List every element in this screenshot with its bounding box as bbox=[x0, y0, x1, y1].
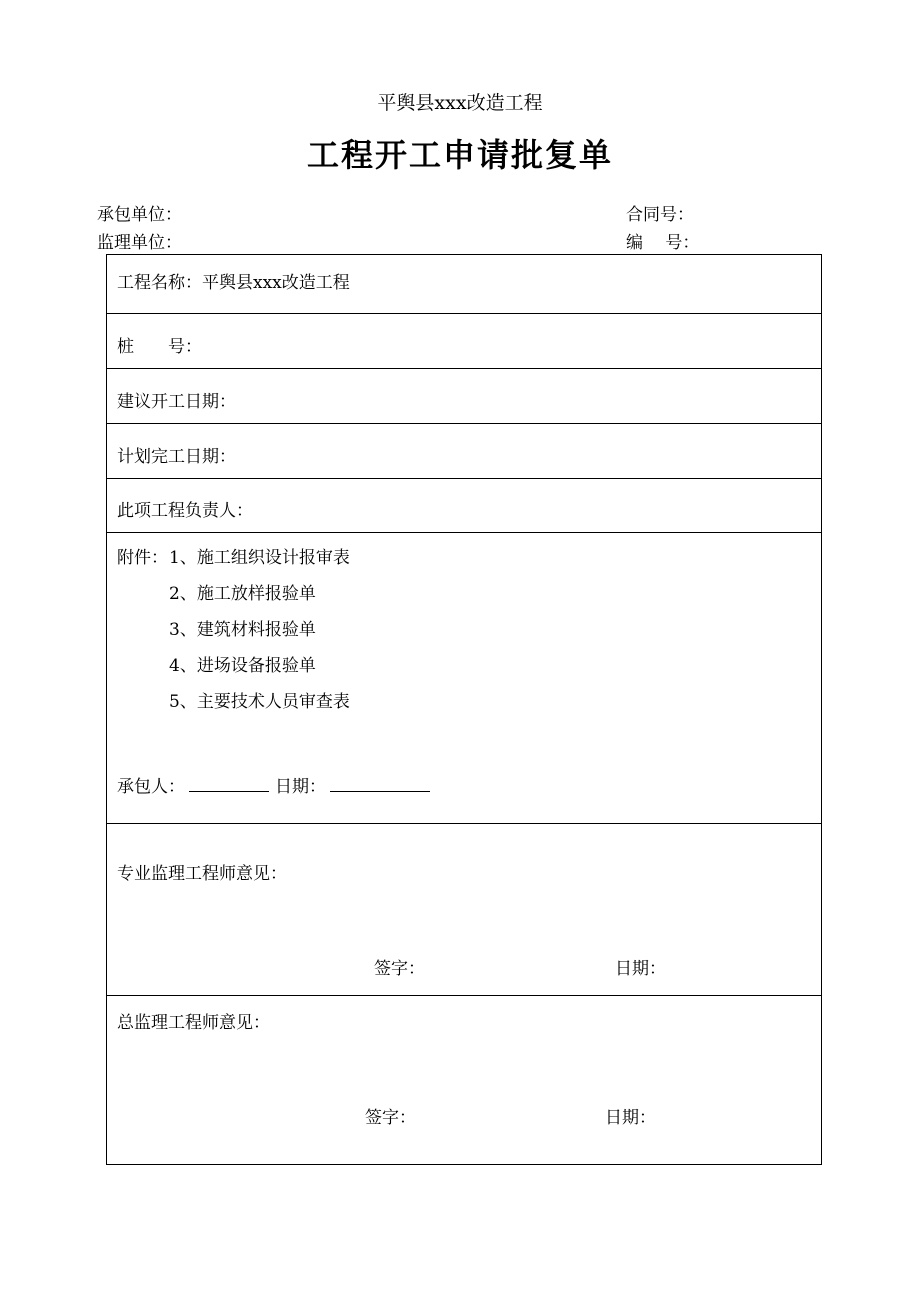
attachment-item: 4、进场设备报验单 bbox=[169, 656, 316, 676]
specialist-sign-label: 签字： bbox=[374, 959, 425, 979]
contractor-label: 承包人： bbox=[117, 777, 185, 797]
chief-sign-label: 签字： bbox=[365, 1108, 416, 1128]
contract-no-label: 合同号： bbox=[626, 205, 694, 225]
row-project-name bbox=[107, 255, 821, 314]
specialist-date-label: 日期： bbox=[615, 959, 666, 979]
row-attachments bbox=[107, 533, 821, 824]
contractor-date-blank bbox=[330, 775, 430, 792]
chief-date-label: 日期： bbox=[605, 1108, 656, 1128]
document-subtitle: 平舆县xxx改造工程 bbox=[377, 92, 543, 114]
contractor-blank bbox=[189, 775, 269, 792]
row-person-in-charge bbox=[107, 479, 821, 533]
attachments-prefix: 附件： bbox=[117, 548, 168, 568]
row-proposed-start bbox=[107, 369, 821, 424]
contractor-sign-line bbox=[117, 772, 436, 797]
chief-opinion-label: 总监理工程师意见： bbox=[117, 1013, 270, 1033]
serial-no-label: 编 号： bbox=[626, 233, 700, 253]
approval-form-table bbox=[106, 254, 822, 1165]
proposed-start-label: 建议开工日期： bbox=[117, 392, 236, 412]
project-name-text: 工程名称：平舆县xxx改造工程 bbox=[117, 273, 350, 293]
contractor-unit-label: 承包单位： bbox=[97, 205, 182, 225]
row-planned-finish bbox=[107, 424, 821, 479]
supervision-unit-label: 监理单位： bbox=[97, 233, 182, 253]
row-chief-opinion bbox=[107, 996, 821, 1166]
person-in-charge-label: 此项工程负责人： bbox=[117, 501, 253, 521]
attachment-item: 1、施工组织设计报审表 bbox=[169, 548, 350, 568]
contractor-date-label: 日期： bbox=[275, 777, 326, 797]
specialist-opinion-label: 专业监理工程师意见： bbox=[117, 864, 287, 884]
pile-no-label: 桩 号： bbox=[117, 337, 202, 357]
attachment-item: 3、建筑材料报验单 bbox=[169, 620, 316, 640]
document-title: 工程开工申请批复单 bbox=[306, 136, 613, 174]
row-specialist-opinion bbox=[107, 824, 821, 996]
attachment-item: 2、施工放样报验单 bbox=[169, 584, 316, 604]
row-pile-no bbox=[107, 314, 821, 369]
planned-finish-label: 计划完工日期： bbox=[117, 447, 236, 467]
attachment-item: 5、主要技术人员审查表 bbox=[169, 692, 350, 712]
